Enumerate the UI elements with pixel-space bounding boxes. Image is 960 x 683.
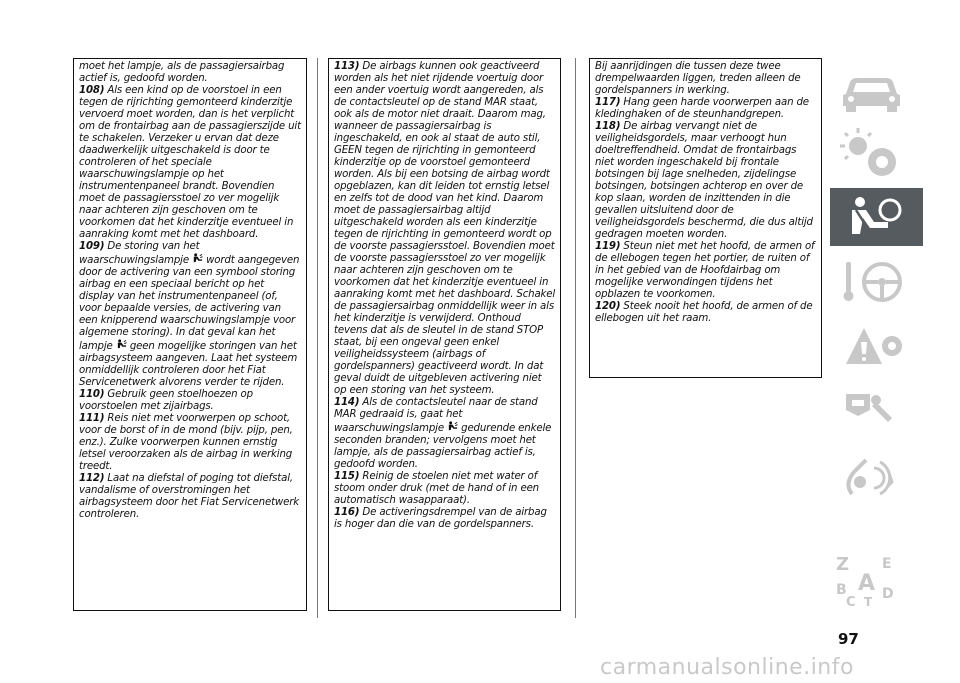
tab-maintenance[interactable] xyxy=(830,380,923,438)
svg-text:C: C xyxy=(846,595,856,610)
svg-text:A: A xyxy=(858,571,876,596)
safety-airbag-icon xyxy=(830,188,923,246)
svg-text:T: T xyxy=(864,595,873,609)
tab-warning-lights[interactable] xyxy=(830,124,923,182)
note-114: 114) Als de contactsleutel naar de stand MAR gedraaid is, gaat het waarschuwingslampje gedurende enkele seconden branden; vervolgens moet het lampje, als de passagiersairbag actief is, gedoofd worden. xyxy=(334,397,552,470)
note-number: 115) xyxy=(334,471,360,482)
note-number: 117) xyxy=(595,97,621,108)
paragraph: moet het lampje, als de passagiersairbag actief is, gedoofd worden. xyxy=(79,61,285,84)
svg-text:E: E xyxy=(882,556,892,572)
note-number: 111) xyxy=(79,413,105,424)
page-number: 97 xyxy=(838,630,859,648)
technical-data-icon xyxy=(830,444,923,502)
airbag-warning-icon xyxy=(447,421,458,432)
note-number: 112) xyxy=(79,473,105,484)
note-number: 110) xyxy=(79,389,105,400)
note-number: 120) xyxy=(595,301,621,312)
start-drive-icon xyxy=(830,252,923,310)
airbag-warning-icon xyxy=(192,253,203,264)
tab-technical-data[interactable] xyxy=(830,444,923,502)
notes-column-1 xyxy=(73,58,307,611)
emergency-icon xyxy=(830,316,923,374)
note-120: 120) Steek nooit het hoofd, de armen of de ellebogen uit het raam. xyxy=(595,301,813,324)
note-110: 110) Gebruik geen stoelhoezen op voorstoelen met zijairbags. xyxy=(79,389,253,412)
watermark: carmanualsonline.info xyxy=(600,655,854,680)
svg-text:D: D xyxy=(882,586,894,602)
note-number: 119) xyxy=(595,241,621,252)
note-117: 117) Hang geen harde voorwerpen aan de kledinghaken of de steunhandgrepen. xyxy=(595,97,809,120)
note-108: 108) Als een kind op de voorstoel in een tegen de rijrichting gemonteerd kinderzitje vervoerd moet worden, dan is het verplicht om de frontairbag aan de passagierszijde uit te schakelen. Verzeker u ervan dat deze daadwerkelijk uitgeschakeld is door te controleren of het speciale waarschuwingslampje op het instrumentenpaneel brandt. Bovendien moet de passagiersstoel zo ver mogelijk naar achteren zijn geschoven om te voorkomen dat het kinderzitje eventueel in aanraking komt met het dashboard. xyxy=(79,85,301,240)
svg-text:Z: Z xyxy=(836,554,850,575)
tab-car[interactable] xyxy=(830,60,923,118)
note-109: 109) De storing van het waarschuwingslampje wordt aangegeven door de activering van een symbool storing airbag en een speciaal bericht op het display van het instrumentenpaneel (of, voor bepaalde versies, de activering van een knipperend waarschuwingslampje voor algemene storing). In dat geval kan het lampje geen mogelijke storingen van het airbagsysteem aangeven. Laat het systeem onmiddellijk controleren door het Fiat Servicenetwerk alvorens verder te rijden. xyxy=(79,241,300,388)
note-111: 111) Reis niet met voorwerpen op schoot, voor de borst of in de mond (bijv. pijp, pen, enz.). Zulke voorwerpen kunnen ernstig letsel veroorzaken als de airbag in werking treedt. xyxy=(79,413,293,472)
car-icon xyxy=(830,60,923,118)
note-115: 115) Reinig de stoelen niet met water of stoom onder druk (met de hand of in een automatisch wasapparaat). xyxy=(334,471,539,506)
note-116: 116) De activeringsdrempel van de airbag is hoger dan die van de gordelspanners. xyxy=(334,507,547,530)
warning-lights-icon xyxy=(830,124,923,182)
note-number: 114) xyxy=(334,397,360,408)
svg-text:B: B xyxy=(836,582,847,598)
note-number: 108) xyxy=(79,85,105,96)
note-118: 118) De airbag vervangt niet de veiligheidsgordels, maar verhoogt hun doeltreffendheid. Omdat de frontairbags niet worden ingeschakeld bij frontale botsingen bij lage snelheden, zijdelingse botsingen, botsingen achterop en over de kop slaan, worden de inzittenden in die gevallen uitsluitend door de veiligheidsgordels beschermd, die dus altijd gedragen moeten worden. xyxy=(595,121,813,240)
tab-emergency[interactable] xyxy=(830,316,923,374)
note-113: 113) De airbags kunnen ook geactiveerd worden als het niet rijdende voertuig door een ander voertuig wordt aangereden, als de contactsleutel op de stand MAR staat, ook als de motor niet draait. Daarom mag, wanneer de passagiersairbag is ingeschakeld, en ook al staat de auto stil, GEEN tegen de rijrichting in gemonteerd kinderzitje op de voorstoel gemonteerd worden. Als bij een botsing de airbag wordt opgeblazen, kan dit leiden tot ernstig letsel en zelfs tot de dood van het kind. Daarom moet de passagiersairbag altijd uitgeschakeld worden als een kinderzitje tegen de rijrichting in gemonteerd wordt op de voorste passagiersstoel. Bovendien moet de voorste passagiersstoel zo ver mogelijk naar achteren zijn geschoven om te voorkomen dat het kinderzitje eventueel in aanraking komt met het dashboard. Schakel de passagiersairbag onmiddellijk weer in als het kinderzitje is verwijderd. Onthoud tevens dat als de sleutel in de stand STOP staat, bij een ongeval geen enkel veiligheidssysteem (airbags of gordelspanners) geactiveerd wordt. In dat geval duidt de uitgebleven activering niet op een storing van het systeem. xyxy=(334,61,556,396)
notes-column-3 xyxy=(589,58,822,378)
note-number: 118) xyxy=(595,121,621,132)
tab-index[interactable] xyxy=(830,552,923,610)
maintenance-icon xyxy=(830,380,923,438)
note-119: 119) Steun niet met het hoofd, de armen of de ellebogen tegen het portier, de ruiten of in het gebied van de Hoofdairbag om mogelijke verwondingen tijdens het opblazen te voorkomen. xyxy=(595,241,815,300)
note-number: 116) xyxy=(334,507,360,518)
notes-column-2 xyxy=(328,58,561,611)
index-icon xyxy=(830,552,923,610)
tab-start-drive[interactable] xyxy=(830,252,923,310)
note-number: 113) xyxy=(334,61,360,72)
note-number: 109) xyxy=(79,241,105,252)
column-divider xyxy=(575,58,576,618)
note-112: 112) Laat na diefstal of poging tot diefstal, vandalisme of overstromingen het airbagsysteem door het Fiat Servicenetwerk controleren. xyxy=(79,473,300,520)
airbag-warning-icon xyxy=(116,339,127,350)
column-divider xyxy=(317,58,318,618)
tab-safety[interactable] xyxy=(830,188,923,246)
paragraph: Bij aanrijdingen die tussen deze twee drempelwaarden liggen, treden alleen de gordelspanners in werking. xyxy=(595,61,801,96)
